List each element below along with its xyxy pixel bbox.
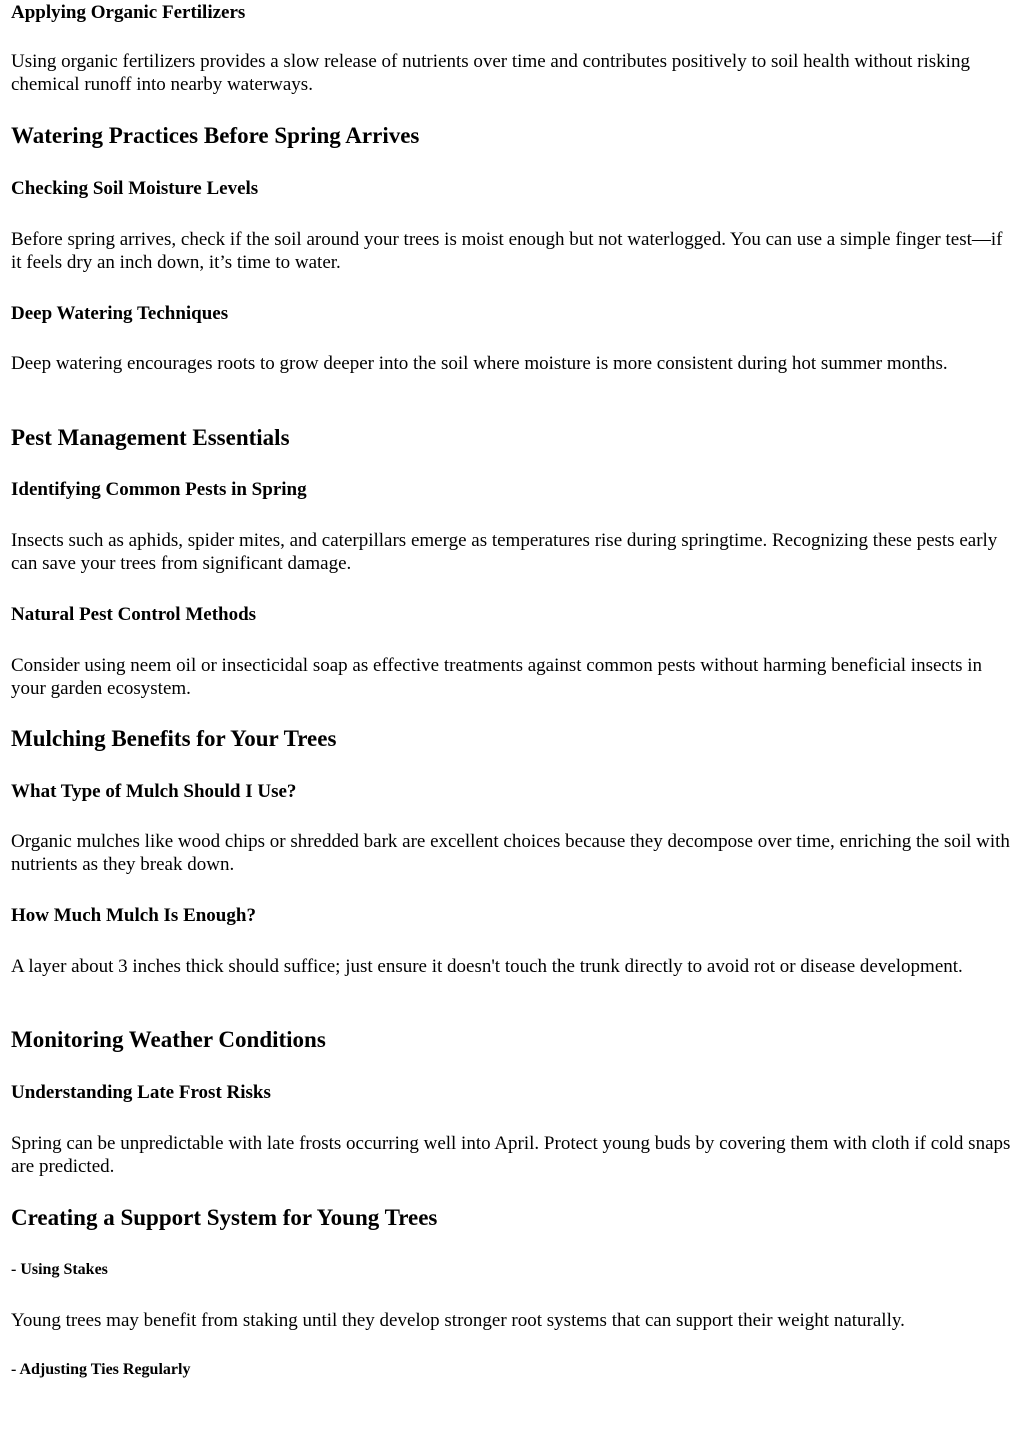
subheading-mulch-amount: How Much Mulch Is Enough? [11, 905, 256, 926]
paragraph-mulch-amount: A layer about 3 inches thick should suffice; just ensure it doesn't touch the trunk directly to avoid rot or disease development. [11, 956, 963, 977]
heading-support-system: Creating a Support System for Young Trees [11, 1205, 438, 1230]
paragraph-natural-pest-control: Consider using neem oil or insecticidal soap as effective treatments against common pests without harming beneficial insects in your garden ecosystem. [11, 655, 983, 699]
subheading-mulch-type: What Type of Mulch Should I Use? [11, 781, 297, 802]
paragraph-late-frost: Spring can be unpredictable with late frosts occurring well into April. Protect young buds by covering them with cloth if cold snaps are predicted. [11, 1133, 1011, 1177]
subheading-adjusting-ties: - Adjusting Ties Regularly [11, 1361, 191, 1378]
subheading-deep-watering: Deep Watering Techniques [11, 303, 229, 324]
subheading-natural-pest-control: Natural Pest Control Methods [11, 604, 257, 625]
subheading-identifying-pests: Identifying Common Pests in Spring [11, 479, 307, 500]
paragraph-identifying-pests: Insects such as aphids, spider mites, and caterpillars emerge as temperatures rise during springtime. Recognizing these pests early can save your trees from significant damage. [11, 530, 998, 574]
subheading-using-stakes: - Using Stakes [11, 1261, 108, 1278]
paragraph-organic-fertilizers: Using organic fertilizers provides a slow release of nutrients over time and contributes positively to soil health without risking chemical runoff into nearby waterways. [11, 51, 970, 95]
subheading-checking-soil-moisture: Checking Soil Moisture Levels [11, 178, 259, 199]
heading-pest-management: Pest Management Essentials [11, 425, 290, 450]
paragraph-using-stakes: Young trees may benefit from staking until they develop stronger root systems that can support their weight naturally. [11, 1310, 905, 1331]
subheading-late-frost: Understanding Late Frost Risks [11, 1082, 271, 1103]
subheading-applying-organic-fertilizers: Applying Organic Fertilizers [11, 2, 246, 23]
paragraph-soil-moisture: Before spring arrives, check if the soil around your trees is moist enough but not waterlogged. You can use a simple finger test—if it feels dry an inch down, it’s time to water. [11, 229, 1003, 273]
paragraph-mulch-type: Organic mulches like wood chips or shredded bark are excellent choices because they decompose over time, enriching the soil with nutrients as they break down. [11, 831, 1010, 875]
paragraph-deep-watering: Deep watering encourages roots to grow deeper into the soil where moisture is more consistent during hot summer months. [11, 353, 948, 374]
heading-mulching-benefits: Mulching Benefits for Your Trees [11, 726, 337, 751]
heading-watering-practices: Watering Practices Before Spring Arrives [11, 123, 420, 148]
heading-monitoring-weather: Monitoring Weather Conditions [11, 1027, 326, 1052]
